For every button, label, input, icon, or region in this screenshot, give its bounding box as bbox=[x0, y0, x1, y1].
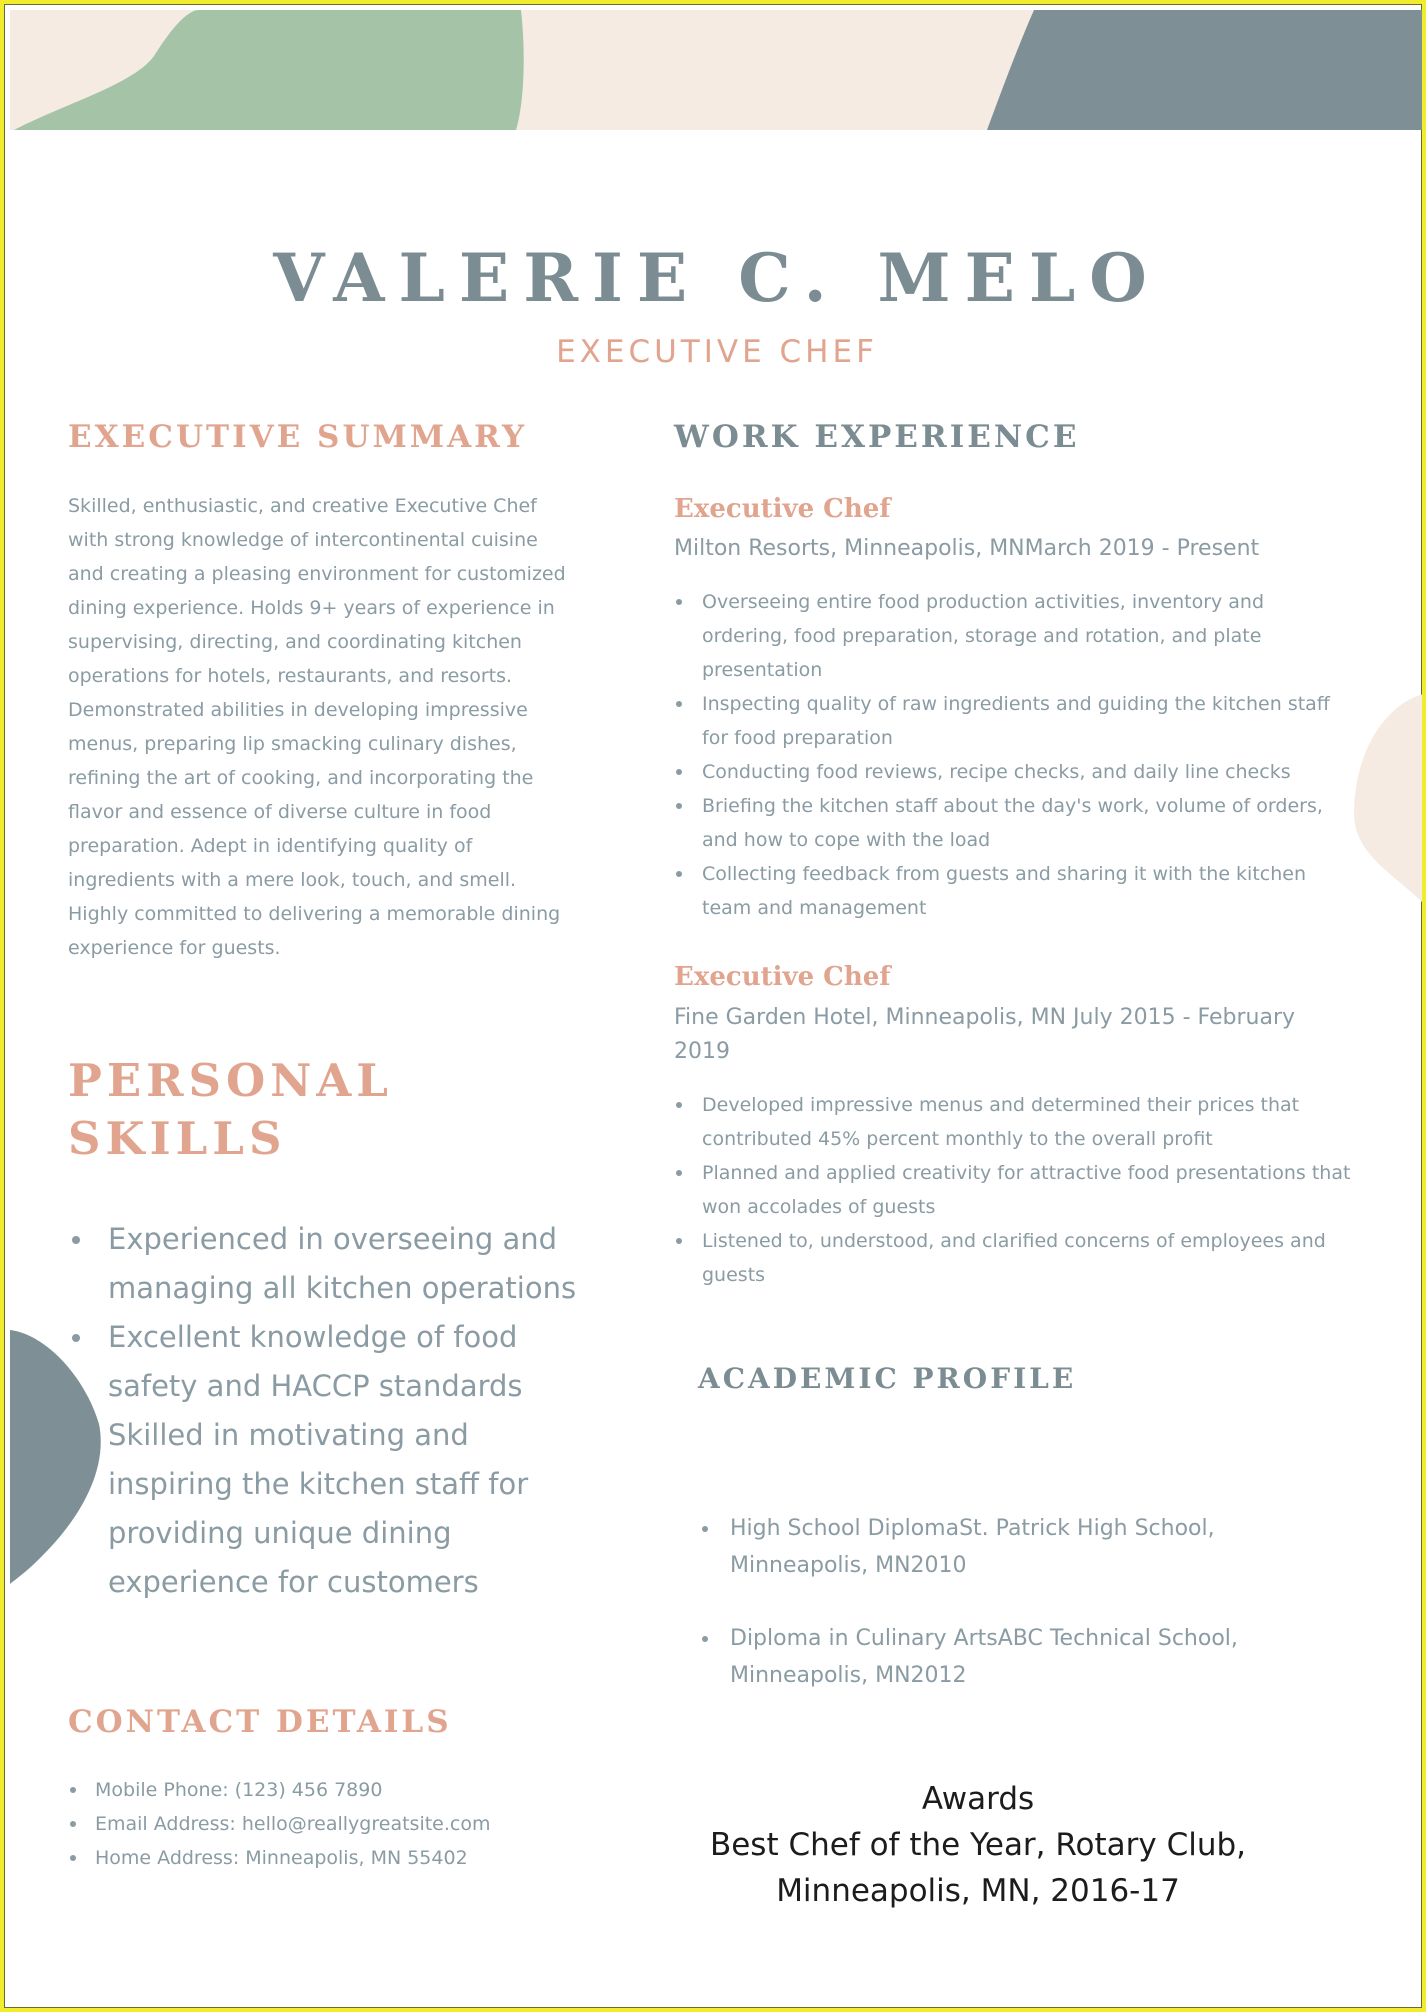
bullet-icon bbox=[702, 1526, 708, 1532]
academic-list bbox=[696, 1510, 1296, 1730]
job-meta: Fine Garden Hotel, Minneapolis, MN July 2015 - February 2019 bbox=[674, 1005, 1296, 1064]
list-item bbox=[674, 789, 1354, 857]
bullet-icon bbox=[676, 871, 682, 877]
duty-text: Inspecting quality of raw ingredients and guiding the kitchen staff for food preparation bbox=[702, 693, 1330, 749]
bullet-icon bbox=[70, 1821, 76, 1827]
bullet-icon bbox=[70, 1855, 76, 1861]
list-item bbox=[696, 1620, 1296, 1694]
skills-heading-line1: PERSONAL bbox=[68, 1054, 393, 1107]
job-duties-list bbox=[674, 585, 1354, 925]
list-item bbox=[68, 1313, 588, 1411]
bullet-icon bbox=[676, 599, 682, 605]
duty-text: Listened to, understood, and clarified concerns of employees and guests bbox=[702, 1230, 1326, 1286]
list-item bbox=[674, 755, 1354, 789]
list-item bbox=[674, 687, 1354, 755]
awards-line: Best Chef of the Year, Rotary Club, bbox=[709, 1827, 1247, 1863]
duty-text: Briefing the kitchen staff about the day's work, volume of orders, and how to cope with the load bbox=[702, 795, 1323, 851]
skill-text: Skilled in motivating and inspiring the kitchen staff for providing unique dining experience for customers bbox=[108, 1418, 529, 1599]
summary-heading: EXECUTIVE SUMMARY bbox=[68, 419, 528, 455]
bullet-icon bbox=[676, 1170, 682, 1176]
list-item bbox=[674, 857, 1354, 925]
duty-text: Conducting food reviews, recipe checks, and daily line checks bbox=[702, 761, 1291, 783]
bullet-icon bbox=[72, 1236, 80, 1244]
bullet-icon bbox=[676, 803, 682, 809]
work-heading: WORK EXPERIENCE bbox=[674, 419, 1080, 455]
right-cream-blob bbox=[1354, 694, 1424, 904]
duty-text: Developed impressive menus and determined their prices that contributed 45% percent monthly to the overall profit bbox=[702, 1094, 1300, 1150]
contact-address bbox=[68, 1841, 608, 1875]
contact-phone bbox=[68, 1773, 608, 1807]
list-item bbox=[674, 1156, 1354, 1224]
bullet-icon bbox=[676, 1238, 682, 1244]
bullet-icon bbox=[70, 1787, 76, 1793]
list-item bbox=[674, 1224, 1354, 1292]
job-title: Executive Chef bbox=[674, 962, 891, 992]
skills-list bbox=[68, 1215, 588, 1607]
skill-text: Excellent knowledge of food safety and HACCP standards bbox=[108, 1320, 523, 1403]
job-meta: Milton Resorts, Minneapolis, MNMarch 2019 - Present bbox=[674, 536, 1260, 561]
awards-line: Minneapolis, MN, 2016-17 bbox=[776, 1873, 1180, 1909]
candidate-title: EXECUTIVE CHEF bbox=[556, 334, 878, 370]
contact-list bbox=[68, 1773, 608, 1875]
job-title: Executive Chef bbox=[674, 494, 891, 524]
summary-text: Skilled, enthusiastic, and creative Executive Chef with strong knowledge of intercontinental cuisine and creating a pleasing environment for customized dining experience. Holds 9+ years of experience in supervising, directing, and coordinating kitchen operations for hotels, restaurants, and resorts. Demonstrated abilities in developing impressive menus, preparing lip smacking culinary dishes, refining the art of cooking, and incorporating the flavor and essence of diverse culture in food preparation. Adept in identifying quality of ingredients with a mere look, touch, and smell. Highly committed to delivering a memorable dining experience for guests. bbox=[68, 495, 566, 959]
academic-heading: ACADEMIC PROFILE bbox=[698, 1362, 1077, 1395]
bullet-icon bbox=[702, 1636, 708, 1642]
list-item bbox=[674, 1088, 1354, 1156]
skill-text: Experienced in overseeing and managing all kitchen operations bbox=[108, 1222, 577, 1305]
job-duties-list bbox=[674, 1088, 1354, 1292]
contact-text: Home Address: Minneapolis, MN 55402 bbox=[95, 1847, 468, 1869]
skills-heading-line2: SKILLS bbox=[68, 1112, 287, 1165]
duty-text: Planned and applied creativity for attractive food presentations that won accolades of guests bbox=[702, 1162, 1351, 1218]
contact-text: Email Address: hello@reallygreatsite.com bbox=[95, 1813, 491, 1835]
bullet-icon bbox=[676, 701, 682, 707]
bullet-icon bbox=[676, 769, 682, 775]
contact-text: Mobile Phone: (123) 456 7890 bbox=[95, 1779, 383, 1801]
skills-heading bbox=[68, 1052, 393, 1168]
duty-text: Overseeing entire food production activities, inventory and ordering, food preparation, storage and rotation, and plate presentation bbox=[702, 591, 1265, 681]
awards-section bbox=[668, 1776, 1288, 1914]
top-right-slate-blob bbox=[987, 10, 1424, 130]
bullet-icon bbox=[72, 1334, 80, 1342]
academic-text: Diploma in Culinary ArtsABC Technical School, Minneapolis, MN2012 bbox=[730, 1626, 1238, 1688]
list-item bbox=[68, 1215, 588, 1313]
duty-text: Collecting feedback from guests and sharing it with the kitchen team and management bbox=[702, 863, 1307, 919]
candidate-name: VALERIE C. MELO bbox=[273, 239, 1161, 317]
list-item bbox=[68, 1411, 588, 1607]
list-item bbox=[674, 585, 1354, 687]
awards-heading: Awards bbox=[921, 1781, 1035, 1817]
academic-text: High School DiplomaSt. Patrick High School, Minneapolis, MN2010 bbox=[730, 1516, 1215, 1578]
bullet-icon bbox=[676, 1102, 682, 1108]
contact-email bbox=[68, 1807, 608, 1841]
contact-heading: CONTACT DETAILS bbox=[68, 1704, 452, 1740]
list-item bbox=[696, 1510, 1296, 1584]
